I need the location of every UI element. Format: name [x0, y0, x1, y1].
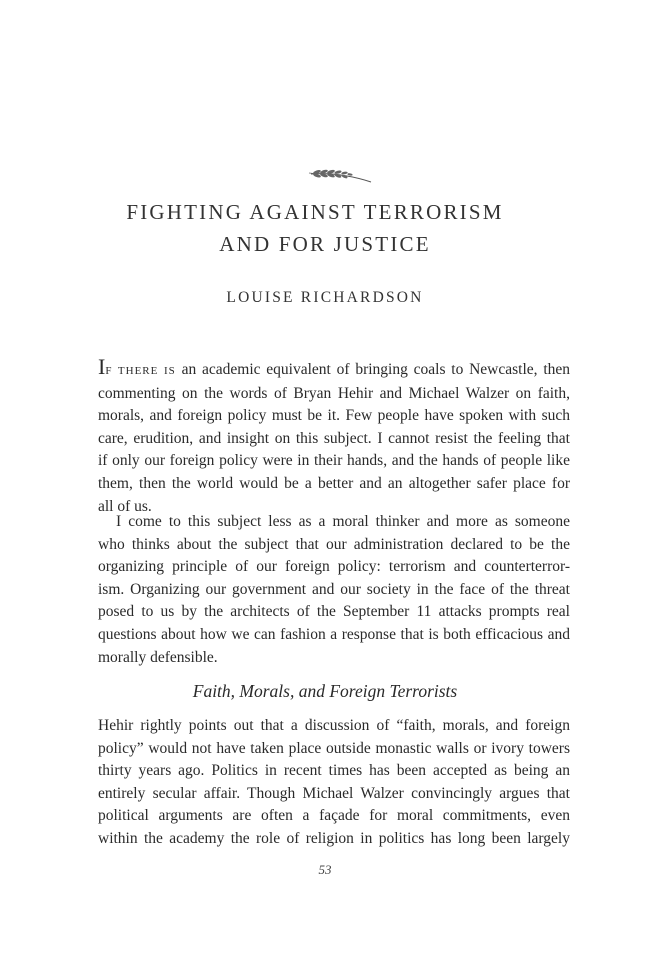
text-line: policy” would not have taken place outside monastic walls or ivory towers [98, 739, 570, 757]
text-line: morally defensible. [98, 648, 218, 666]
section-paragraph [98, 715, 570, 851]
section-heading: Faith, Morals, and Foreign Terrorists [192, 681, 458, 701]
text-line: organizing principle of our foreign policy: terrorism and counterterror- [98, 558, 570, 576]
chapter-title-line-1: FIGHTING AGAINST TERRORISM [126, 200, 504, 224]
second-paragraph [98, 511, 570, 669]
page-number: 53 [318, 862, 332, 877]
text-line: them, then the world would be a better and an altogether safer place for [98, 474, 570, 492]
small-caps-lead: F THERE IS [105, 365, 176, 377]
text-line: ism. Organizing our government and our society in the face of the threat [98, 580, 570, 598]
text-line: care, erudition, and insight on this subject. I cannot resist the feeling that [98, 429, 570, 447]
chapter-title-line-2: AND FOR JUSTICE [219, 232, 431, 256]
text-line: all of us. [98, 497, 152, 515]
text-line: who thinks about the subject that our administration declared to be the [98, 535, 570, 553]
text-line: if only our foreign policy were in their hands, and the hands of people like [98, 452, 570, 470]
text-line [98, 356, 570, 383]
text-line-rest: an academic equivalent of bringing coals to Newcastle, then [175, 361, 571, 378]
text-line: within the academy the role of religion in politics has long been largely [98, 829, 570, 847]
text-line: entirely secular affair. Though Michael Walzer convincingly argues that [98, 784, 570, 802]
text-line: morals, and foreign policy must be it. Few people have spoken with such [98, 407, 570, 425]
drop-cap: I [98, 354, 106, 379]
text-line: commenting on the words of Bryan Hehir and Michael Walzer on faith, [98, 384, 570, 402]
text-line: Hehir rightly points out that a discussion of “faith, morals, and foreign [98, 717, 570, 734]
text-line: posed to us by the architects of the September 11 attacks prompts real [98, 603, 570, 621]
text-line: I come to this subject less as a moral thinker and more as someone [116, 513, 570, 530]
text-line: thirty years ago. Politics in recent times has been accepted as being an [98, 762, 570, 780]
text-line: political arguments are often a façade for moral commitments, even [98, 807, 570, 825]
text-line: questions about how we can fashion a response that is both efficacious and [98, 625, 570, 643]
author-name: LOUISE RICHARDSON [226, 289, 424, 306]
wheat-sprig-icon [305, 162, 375, 184]
opening-paragraph [98, 356, 570, 518]
